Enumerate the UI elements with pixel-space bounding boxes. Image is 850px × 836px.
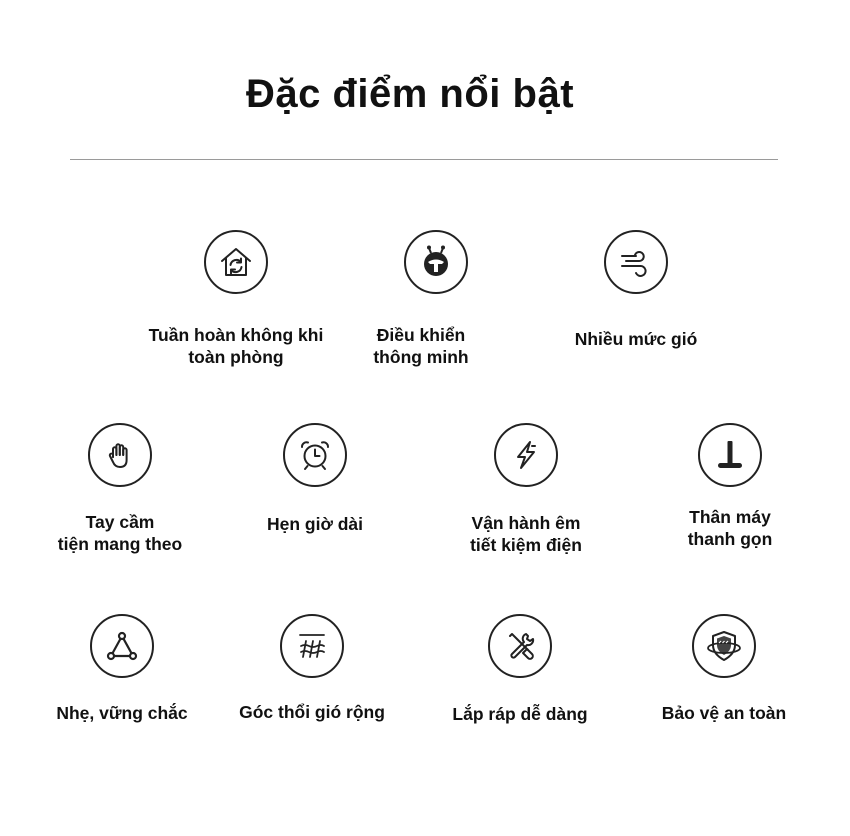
page-title: Đặc điểm nổi bật (245, 72, 575, 116)
feature-safety (624, 614, 824, 724)
feature-smart-control (336, 230, 536, 368)
home-recirculation-icon (204, 230, 268, 294)
feature-label: Lắp ráp dễ dàng (452, 704, 588, 724)
feature-label: Bảo vệ an toàn (661, 703, 787, 723)
feature-label: Điều khiển thông minh (373, 325, 469, 367)
feature-label: Nhiều mức gió (574, 329, 698, 349)
feature-label: Nhẹ, vững chắc (56, 703, 188, 723)
feature-wind-levels (536, 230, 736, 350)
feature-slim-body (630, 423, 830, 550)
feature-air-circulation (136, 230, 336, 368)
triangle-stability-icon (90, 614, 154, 678)
alarm-clock-icon (283, 423, 347, 487)
title-divider (70, 159, 778, 160)
slim-stand-icon (698, 423, 762, 487)
feature-quiet-efficient (426, 423, 626, 556)
tools-icon (488, 614, 552, 678)
hand-icon (88, 423, 152, 487)
wide-angle-airflow-icon (280, 614, 344, 678)
feature-label: Góc thổi gió rộng (239, 702, 385, 722)
feature-light-sturdy (22, 614, 222, 724)
feature-label: Tay cầm tiện mang theo (57, 512, 183, 554)
feature-wide-angle (212, 614, 412, 723)
feature-handle (20, 423, 220, 555)
feature-label: Tuần hoàn không khi toàn phòng (148, 325, 324, 367)
feature-label: Vận hành êm tiết kiệm điện (470, 513, 582, 555)
wind-icon (604, 230, 668, 294)
feature-easy-assembly (420, 614, 620, 725)
feature-label: Hẹn giờ dài (266, 514, 364, 534)
feature-label: Thân máy thanh gọn (687, 507, 773, 549)
smart-robot-icon (404, 230, 468, 294)
lightning-icon (494, 423, 558, 487)
shield-icon (692, 614, 756, 678)
feature-timer (215, 423, 415, 535)
